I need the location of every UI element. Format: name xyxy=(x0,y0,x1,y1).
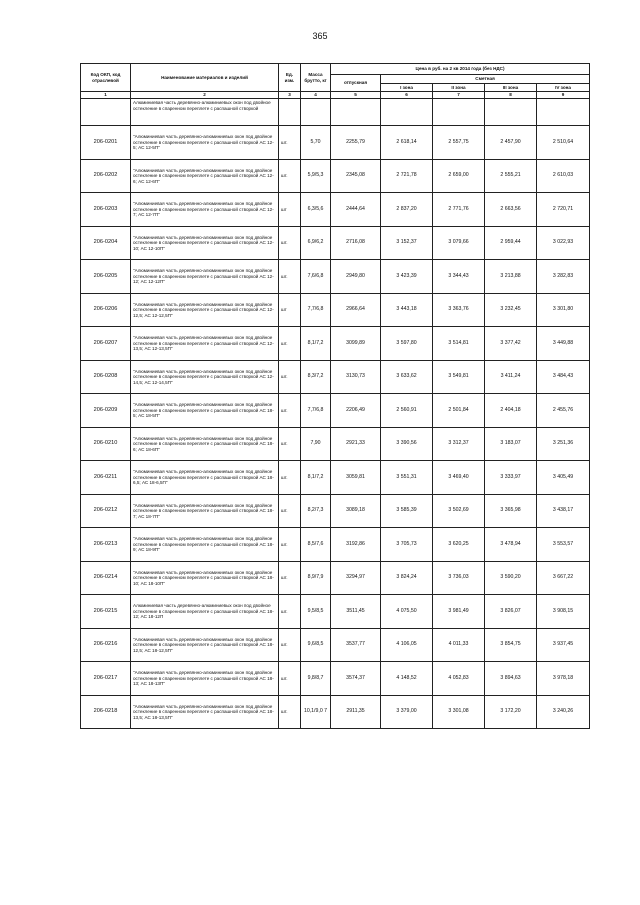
zone-4-price: 2 455,76 xyxy=(537,394,590,428)
item-mass: 9,6/8,5 xyxy=(301,628,331,662)
zone-1-price: 4 148,52 xyxy=(381,662,433,696)
header-price-group: Цена в руб. на 2 кв 2014 года (без НДС) xyxy=(331,64,590,75)
zone-2-price: 3 363,76 xyxy=(433,293,485,327)
zone-1-price: 2 721,78 xyxy=(381,159,433,193)
release-price: 3537,77 xyxy=(331,628,381,662)
item-mass: 5,70 xyxy=(301,126,331,160)
item-mass: 8,3/7,2 xyxy=(301,360,331,394)
item-unit: шт. xyxy=(279,360,301,394)
item-code: 206-0210 xyxy=(81,427,131,461)
zone-4-price: 3 484,43 xyxy=(537,360,590,394)
zone-4-price: 3 449,88 xyxy=(537,327,590,361)
zone-3-price: 3 826,07 xyxy=(485,595,537,629)
zone-3-price: 3 213,88 xyxy=(485,260,537,294)
item-name: "Алюминиевая часть деревянно-алюминиевых окон под двойное остекление в спаренном переплете с распашной створкой АС 18-12,5; АС 18-12,5П" xyxy=(131,628,279,662)
zone-2-price: 3 301,08 xyxy=(433,695,485,729)
col-number: 9 xyxy=(537,92,590,99)
table-row xyxy=(81,360,590,394)
item-code: 206-0212 xyxy=(81,494,131,528)
release-price: 3130,73 xyxy=(331,360,381,394)
header-release-price: отпускная xyxy=(331,75,381,92)
release-price: 3574,37 xyxy=(331,662,381,696)
col-number: 7 xyxy=(433,92,485,99)
table-row xyxy=(81,461,590,495)
zone-2-price: 3 981,49 xyxy=(433,595,485,629)
item-code: 206-0208 xyxy=(81,360,131,394)
header-estimate-price: Сметная xyxy=(381,75,590,84)
item-code: 206-0213 xyxy=(81,528,131,562)
col-number: 3 xyxy=(279,92,301,99)
zone-4-price: 3 667,22 xyxy=(537,561,590,595)
zone-2-price: 3 549,81 xyxy=(433,360,485,394)
item-name: Алюминиевая часть деревянно-алюминиевых окон под двойное остекление в спаренном переплете с распашной створкой АС 18-12; АС 18-12П xyxy=(131,595,279,629)
zone-4-price: 3 405,49 xyxy=(537,461,590,495)
header-zone-2: II зона xyxy=(433,83,485,92)
item-unit: шт. xyxy=(279,126,301,160)
item-mass: 6,9/6,2 xyxy=(301,226,331,260)
table-row xyxy=(81,260,590,294)
item-unit: шт. xyxy=(279,494,301,528)
zone-1-price: 3 390,56 xyxy=(381,427,433,461)
table-row xyxy=(81,159,590,193)
item-mass: 9,5/8,5 xyxy=(301,595,331,629)
zone-2-price: 3 344,43 xyxy=(433,260,485,294)
release-price: 2949,80 xyxy=(331,260,381,294)
release-price: 2966,64 xyxy=(331,293,381,327)
item-mass: 8,1/7,2 xyxy=(301,461,331,495)
item-unit: шт xyxy=(279,193,301,227)
item-mass: 9,8/8,7 xyxy=(301,662,331,696)
item-code: 206-0216 xyxy=(81,628,131,662)
item-mass: 10,1/9,0 7 xyxy=(301,695,331,729)
table-row xyxy=(81,595,590,629)
item-mass: 8,1/7,2 xyxy=(301,327,331,361)
zone-1-price: 3 152,37 xyxy=(381,226,433,260)
zone-2-price: 3 502,69 xyxy=(433,494,485,528)
item-unit: шт xyxy=(279,293,301,327)
zone-3-price: 3 365,98 xyxy=(485,494,537,528)
item-code: 206-0211 xyxy=(81,461,131,495)
zone-4-price: 3 301,80 xyxy=(537,293,590,327)
zone-2-price: 2 771,76 xyxy=(433,193,485,227)
table-row xyxy=(81,662,590,696)
item-name: "Алюминиевая часть деревянно-алюминиевых окон под двойное остекление в спаренном переплете с распашной створкой АС 18-9; АС 18-9П" xyxy=(131,528,279,562)
item-code: 206-0214 xyxy=(81,561,131,595)
col-number: 4 xyxy=(301,92,331,99)
table-row xyxy=(81,293,590,327)
table-row xyxy=(81,226,590,260)
item-code: 206-0202 xyxy=(81,159,131,193)
col-number: 2 xyxy=(131,92,279,99)
zone-3-price: 3 232,45 xyxy=(485,293,537,327)
zone-2-price: 3 469,40 xyxy=(433,461,485,495)
table-row xyxy=(81,126,590,160)
zone-1-price: 3 379,00 xyxy=(381,695,433,729)
zone-4-price: 3 240,26 xyxy=(537,695,590,729)
header-zone-4: IV зона xyxy=(537,83,590,92)
release-price: 2921,33 xyxy=(331,427,381,461)
column-numbers-row xyxy=(81,92,590,99)
zone-1-price: 4 075,50 xyxy=(381,595,433,629)
zone-3-price: 3 590,20 xyxy=(485,561,537,595)
item-name: "Алюминиевая часть деревянно-алюминиевых окон под двойное остекление в спаренном переплете с распашной створкой АС 18-7; АС 18-7П" xyxy=(131,494,279,528)
table-row xyxy=(81,628,590,662)
item-mass: 5,9/5,3 xyxy=(301,159,331,193)
table-row xyxy=(81,695,590,729)
item-unit: шт. xyxy=(279,595,301,629)
item-unit: шт. xyxy=(279,695,301,729)
item-unit: шт. xyxy=(279,662,301,696)
zone-3-price: 3 854,75 xyxy=(485,628,537,662)
release-price: 2206,49 xyxy=(331,394,381,428)
zone-2-price: 4 011,33 xyxy=(433,628,485,662)
item-code: 206-0215 xyxy=(81,595,131,629)
item-name: "Алюминиевая часть деревянно-алюминиевых окон под двойное остекление в спаренном переплете с распашной створкой АС 12-5; АС 12-5П" xyxy=(131,126,279,160)
zone-1-price: 3 705,73 xyxy=(381,528,433,562)
zone-2-price: 3 312,37 xyxy=(433,427,485,461)
zone-4-price: 3 438,17 xyxy=(537,494,590,528)
item-unit: шт. xyxy=(279,327,301,361)
zone-4-price: 3 553,57 xyxy=(537,528,590,562)
zone-4-price: 2 720,71 xyxy=(537,193,590,227)
zone-3-price: 3 377,42 xyxy=(485,327,537,361)
item-code: 206-0206 xyxy=(81,293,131,327)
item-unit: шт. xyxy=(279,628,301,662)
release-price: 3511,45 xyxy=(331,595,381,629)
section-title: Алюминиевая часть деревянно-алюминиевых окон под двойное остекление в спаренном переплете с распашной створкой xyxy=(131,99,279,126)
zone-4-price: 3 908,15 xyxy=(537,595,590,629)
zone-4-price: 3 282,83 xyxy=(537,260,590,294)
release-price: 2911,35 xyxy=(331,695,381,729)
zone-2-price: 3 514,81 xyxy=(433,327,485,361)
release-price: 2255,79 xyxy=(331,126,381,160)
item-name: "Алюминиевая часть деревянно-алюминиевых окон под двойное остекление в спаренном переплете с распашной створкой АС 18-5; АС 18-5П" xyxy=(131,394,279,428)
zone-1-price: 4 106,05 xyxy=(381,628,433,662)
zone-3-price: 3 411,24 xyxy=(485,360,537,394)
item-mass: 7,6/6,8 xyxy=(301,260,331,294)
zone-2-price: 2 501,84 xyxy=(433,394,485,428)
item-name: "Алюминиевая часть деревянно-алюминиевых окон под двойное остекление в спаренном переплете с распашной створкой АС 18-13; АС 18-13П" xyxy=(131,662,279,696)
zone-2-price: 3 079,66 xyxy=(433,226,485,260)
item-unit: шт. xyxy=(279,159,301,193)
item-mass: 7,7/6,8 xyxy=(301,293,331,327)
zone-1-price: 2 837,20 xyxy=(381,193,433,227)
table-row xyxy=(81,528,590,562)
section-empty-cell xyxy=(331,99,381,126)
item-unit: шт. xyxy=(279,226,301,260)
zone-4-price: 3 978,18 xyxy=(537,662,590,696)
zone-2-price: 3 620,25 xyxy=(433,528,485,562)
item-name: "Алюминиевая часть деревянно-алюминиевых окон под двойное остекление в спаренном переплете с распашной створкой АС 18-6; АС 18-6П" xyxy=(131,427,279,461)
release-price: 2444,64 xyxy=(331,193,381,227)
item-code: 206-0217 xyxy=(81,662,131,696)
section-code-cell xyxy=(81,99,131,126)
zone-3-price: 2 663,56 xyxy=(485,193,537,227)
zone-1-price: 3 443,18 xyxy=(381,293,433,327)
col-number: 8 xyxy=(485,92,537,99)
zone-2-price: 3 736,03 xyxy=(433,561,485,595)
release-price: 3059,81 xyxy=(331,461,381,495)
header-unit: Ед. изм. xyxy=(279,64,301,92)
price-table xyxy=(80,63,590,729)
item-code: 206-0209 xyxy=(81,394,131,428)
zone-3-price: 2 555,21 xyxy=(485,159,537,193)
header-name: Наименование материалов и изделий xyxy=(131,64,279,92)
zone-3-price: 2 959,44 xyxy=(485,226,537,260)
header-zone-3: III зона xyxy=(485,83,537,92)
item-code: 206-0201 xyxy=(81,126,131,160)
item-code: 206-0205 xyxy=(81,260,131,294)
col-number: 5 xyxy=(331,92,381,99)
table-row xyxy=(81,193,590,227)
section-empty-cell xyxy=(485,99,537,126)
item-unit: шт. xyxy=(279,260,301,294)
section-empty-cell xyxy=(301,99,331,126)
item-name: "Алюминиевая часть деревянно-алюминиевых окон под двойное остекление в спаренном переплете с распашной створкой АС 18-10; АС 18-10П" xyxy=(131,561,279,595)
item-name: "Алюминиевая часть деревянно-алюминиевых окон под двойное остекление в спаренном переплете с распашной створкой АС 12-7; АС 12-7П" xyxy=(131,193,279,227)
release-price: 3099,89 xyxy=(331,327,381,361)
zone-3-price: 3 333,97 xyxy=(485,461,537,495)
item-code: 206-0203 xyxy=(81,193,131,227)
item-name: "Алюминиевая часть деревянно-алюминиевых окон под двойное остекление в спаренном переплете с распашной створкой АС 18-13,5; АС 18-13,5П" xyxy=(131,695,279,729)
page-number: 365 xyxy=(312,31,328,41)
zone-3-price: 2 404,18 xyxy=(485,394,537,428)
zone-4-price: 3 937,45 xyxy=(537,628,590,662)
item-mass: 8,5/7,6 xyxy=(301,528,331,562)
zone-2-price: 2 557,75 xyxy=(433,126,485,160)
zone-4-price: 3 022,93 xyxy=(537,226,590,260)
table-row xyxy=(81,494,590,528)
table-row xyxy=(81,561,590,595)
section-row xyxy=(81,99,590,126)
zone-1-price: 3 585,39 xyxy=(381,494,433,528)
zone-3-price: 3 894,63 xyxy=(485,662,537,696)
zone-1-price: 2 560,91 xyxy=(381,394,433,428)
section-empty-cell xyxy=(279,99,301,126)
header-zone-1: I зона xyxy=(381,83,433,92)
zone-3-price: 3 172,20 xyxy=(485,695,537,729)
zone-1-price: 3 824,24 xyxy=(381,561,433,595)
zone-1-price: 3 551,31 xyxy=(381,461,433,495)
col-number: 1 xyxy=(81,92,131,99)
item-name: "Алюминиевая часть деревянно-алюминиевых окон под двойное остекление в спаренном переплете с распашной створкой АС 12-12,5; АС 12-12,5П" xyxy=(131,293,279,327)
item-name: "Алюминиевая часть деревянно-алюминиевых окон под двойное остекление в спаренном переплете с распашной створкой АС 18-6,5; АС 18-6,5П" xyxy=(131,461,279,495)
item-unit: шт. xyxy=(279,528,301,562)
item-code: 206-0207 xyxy=(81,327,131,361)
item-name: "Алюминиевая часть деревянно-алюминиевых окон под двойное остекление в спаренном переплете с распашной створкой АС 12-6; АС 12-6П" xyxy=(131,159,279,193)
header-mass: Масса брутто, кг xyxy=(301,64,331,92)
zone-3-price: 2 457,90 xyxy=(485,126,537,160)
zone-1-price: 2 618,14 xyxy=(381,126,433,160)
release-price: 2716,08 xyxy=(331,226,381,260)
item-mass: 6,3/5,6 xyxy=(301,193,331,227)
table-row xyxy=(81,394,590,428)
item-name: "Алюминиевая часть деревянно-алюминиевых окон под двойное остекление в спаренном переплете с распашной створкой АС 12-12; АС 12-12П" xyxy=(131,260,279,294)
zone-3-price: 3 478,94 xyxy=(485,528,537,562)
release-price: 3089,18 xyxy=(331,494,381,528)
item-unit: шт. xyxy=(279,561,301,595)
release-price: 3192,86 xyxy=(331,528,381,562)
item-mass: 8,2/7,3 xyxy=(301,494,331,528)
header-code: Код ОКП, код отраслевой xyxy=(81,64,131,92)
release-price: 3294,97 xyxy=(331,561,381,595)
col-number: 6 xyxy=(381,92,433,99)
section-empty-cell xyxy=(381,99,433,126)
item-mass: 7,7/6,8 xyxy=(301,394,331,428)
table-row xyxy=(81,327,590,361)
item-name: "Алюминиевая часть деревянно-алюминиевых окон под двойное остекление в спаренном переплете с распашной створкой АС 12-13,5; АС 12-13,5П" xyxy=(131,327,279,361)
zone-3-price: 3 183,07 xyxy=(485,427,537,461)
zone-1-price: 3 597,80 xyxy=(381,327,433,361)
zone-2-price: 4 052,83 xyxy=(433,662,485,696)
zone-4-price: 2 510,64 xyxy=(537,126,590,160)
section-empty-cell xyxy=(433,99,485,126)
zone-4-price: 3 251,36 xyxy=(537,427,590,461)
item-unit: шт. xyxy=(279,461,301,495)
zone-1-price: 3 633,62 xyxy=(381,360,433,394)
release-price: 2345,08 xyxy=(331,159,381,193)
table-row xyxy=(81,427,590,461)
item-mass: 7,90 xyxy=(301,427,331,461)
item-code: 206-0218 xyxy=(81,695,131,729)
zone-4-price: 2 610,03 xyxy=(537,159,590,193)
zone-2-price: 2 659,00 xyxy=(433,159,485,193)
item-code: 206-0204 xyxy=(81,226,131,260)
item-name: "Алюминиевая часть деревянно-алюминиевых окон под двойное остекление в спаренном переплете с распашной створкой АС 12-14,5; АС 12-14,5П" xyxy=(131,360,279,394)
section-empty-cell xyxy=(537,99,590,126)
item-unit: шт. xyxy=(279,394,301,428)
item-name: "Алюминиевая часть деревянно-алюминиевых окон под двойное остекление в спаренном переплете с распашной створкой АС 12-10; АС 12-10П" xyxy=(131,226,279,260)
zone-1-price: 3 423,39 xyxy=(381,260,433,294)
item-mass: 8,9/7,9 xyxy=(301,561,331,595)
item-unit: шт. xyxy=(279,427,301,461)
